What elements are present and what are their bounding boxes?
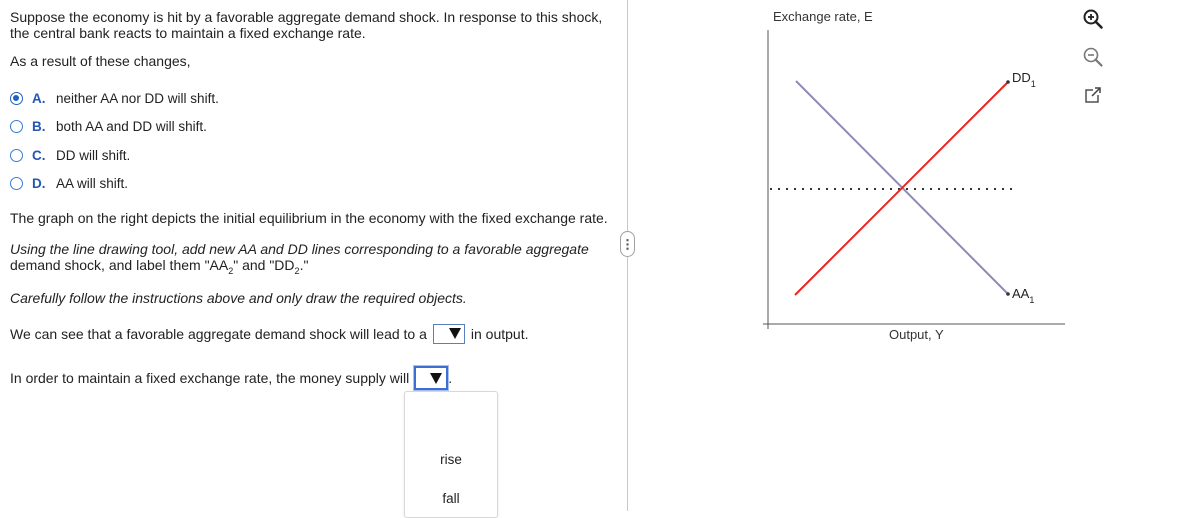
radio-icon[interactable]: [10, 120, 23, 133]
graph-description: The graph on the right depicts the initial equilibrium in the economy with the fixed exchange rate.: [10, 210, 608, 226]
x-axis-label: Output, Y: [889, 327, 944, 342]
radio-icon[interactable]: [10, 177, 23, 190]
dropdown-option-fall[interactable]: fall: [442, 491, 460, 506]
dropdown-option-rise[interactable]: rise: [440, 452, 462, 467]
dd1-endpoint: [1006, 80, 1010, 84]
instruction-line-2: demand shock, and label them "$AA_2$" and "$DD_2$.": [10, 257, 309, 276]
radio-icon[interactable]: [10, 149, 23, 162]
dropdown-arrow-icon: [449, 328, 461, 339]
choice-letter: A.: [32, 90, 46, 106]
graph-toolbar: [1078, 6, 1108, 116]
choice-text: neither AA nor DD will shift.: [56, 90, 219, 106]
money-sentence-end: .: [448, 369, 453, 386]
choice-text: AA will shift.: [56, 175, 129, 191]
question-line-2: the central bank reacts to maintain a fixed exchange rate.: [10, 25, 366, 41]
instruction-line-1: Using the line drawing tool, add new AA and DD lines corresponding to a favorable aggregate: [10, 241, 589, 257]
choice-letter: B.: [32, 118, 46, 134]
output-question: [10, 324, 529, 344]
choice-d[interactable]: [10, 173, 128, 193]
choice-a[interactable]: [10, 88, 219, 108]
radio-selected-icon[interactable]: [10, 92, 23, 105]
output-sentence-start: We can see that a favorable aggregate demand shock will lead to a: [10, 325, 427, 342]
choice-b[interactable]: [10, 116, 207, 136]
choice-text: both AA and DD will shift.: [56, 118, 207, 134]
output-sentence-end: in output.: [470, 325, 529, 342]
dropdown-arrow-icon: [430, 373, 442, 384]
zoom-out-icon[interactable]: [1082, 46, 1104, 68]
result-prompt: As a result of these changes,: [10, 53, 191, 69]
money-question: [10, 366, 452, 390]
choice-text: DD will shift.: [56, 147, 131, 163]
instruction-caution: Carefully follow the instructions above and only draw the required objects.: [10, 290, 467, 306]
aa1-label: $AA_1$: [1012, 286, 1035, 305]
resize-handle[interactable]: [620, 231, 635, 257]
y-axis-label: Exchange rate, E: [773, 9, 873, 24]
money-sentence-start: In order to maintain a fixed exchange rate, the money supply will: [10, 369, 410, 386]
drag-dots-icon: [626, 238, 629, 251]
choice-letter: D.: [32, 175, 46, 191]
output-dropdown[interactable]: [433, 324, 465, 344]
choice-c[interactable]: [10, 145, 130, 165]
dropdown-menu: [404, 391, 498, 518]
aa1-endpoint: [1006, 292, 1010, 296]
expand-icon[interactable]: [1082, 84, 1104, 106]
dd1-label: $DD_1$: [1012, 70, 1036, 89]
money-supply-dropdown[interactable]: [414, 366, 448, 390]
aa-dd-graph[interactable]: [760, 0, 1080, 360]
choice-letter: C.: [32, 147, 46, 163]
zoom-in-icon[interactable]: [1082, 8, 1104, 30]
question-line-1: Suppose the economy is hit by a favorable aggregate demand shock. In response to this shock,: [10, 9, 603, 25]
